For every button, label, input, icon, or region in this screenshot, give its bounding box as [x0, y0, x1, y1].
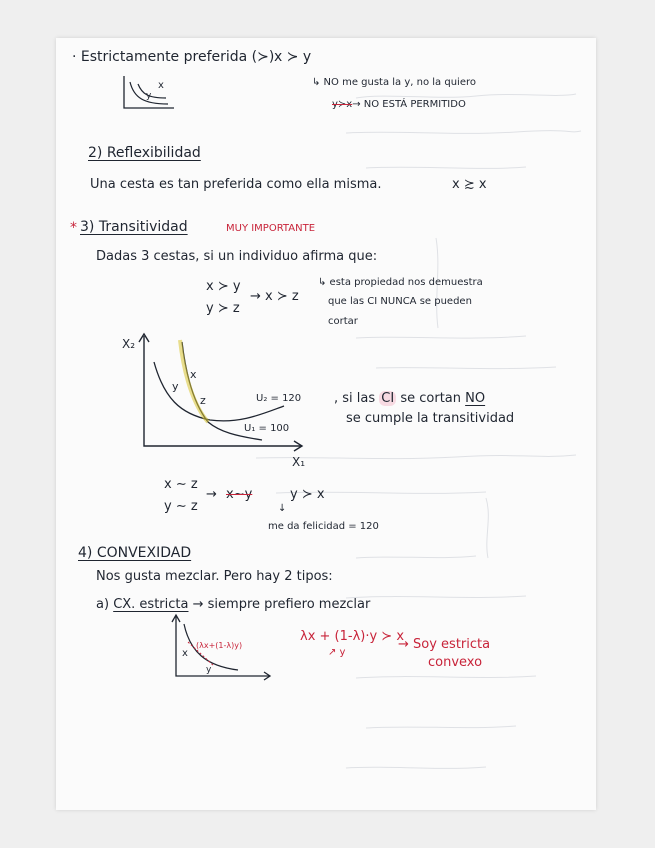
transitivity-intro: Dadas 3 cestas, si un individuo afirma que:: [96, 249, 378, 264]
strict-preference-note: ↳ NO me gusta la y, no la quiero: [312, 77, 476, 88]
convexity-point-x: x: [182, 648, 188, 659]
not-allowed-text: → NO ESTÁ PERMITIDO: [352, 99, 466, 110]
item-a-label: a): [96, 597, 110, 612]
reflexivity-heading: 2) Reflexibilidad: [88, 145, 201, 161]
point-x-label: x: [190, 368, 197, 381]
transitive-result: → x ≻ z: [250, 289, 299, 304]
strict-convexity-rest: → siempre prefiero mezclar: [192, 597, 371, 612]
premise-x-over-y: x ≻ y: [206, 279, 241, 294]
x-axis-label: X₁: [292, 455, 306, 469]
mix-formula-label: (λx+(1-λ)y): [196, 641, 243, 650]
not-allowed-note: [332, 100, 466, 110]
strict-preference-relation: x ≻ y: [274, 49, 312, 65]
convex-combination-inequality: λx + (1-λ)·y ≻ x: [300, 629, 405, 644]
struck-relation: y≻x: [332, 99, 353, 110]
convexity-point-y: y: [206, 665, 212, 675]
point-z-label: z: [200, 394, 206, 407]
transitivity-explanation-3: cortar: [328, 316, 358, 327]
curve-u2-label: U₂ = 120: [256, 393, 302, 404]
strict-convex-conclusion-2: convexo: [428, 655, 483, 670]
indifference-x-z: x ∼ z: [164, 477, 198, 492]
crossing-text-pre: , si las: [334, 391, 376, 406]
curve-u1-label: U₁ = 100: [244, 423, 290, 434]
point-y-label: y: [172, 380, 179, 393]
transitivity-heading: 3) Transitividad: [80, 219, 188, 235]
premise-y-over-z: y ≻ z: [206, 301, 240, 316]
crossing-statement-2: se cumple la transitividad: [346, 411, 515, 426]
no-emphasis: NO: [465, 391, 486, 406]
very-important-note: MUY IMPORTANTE: [226, 223, 316, 234]
important-star: *: [70, 220, 77, 236]
down-arrow: ↓: [278, 503, 287, 514]
transitivity-explanation-1: ↳ esta propiedad nos demuestra: [318, 277, 483, 288]
mini-label-y: y: [146, 91, 152, 101]
y-axis-label: X₂: [122, 337, 136, 351]
reflexivity-relation: x ≿ x: [452, 177, 487, 192]
happiness-note: me da felicidad = 120: [268, 521, 379, 532]
transitivity-explanation-2: que las CI NUNCA se pueden: [328, 296, 472, 307]
strict-convexity-line: [96, 598, 370, 611]
convexity-intro: Nos gusta mezclar. Pero hay 2 tipos:: [96, 569, 333, 584]
crossing-text-mid: se cortan: [400, 391, 461, 406]
convexity-heading: 4) CONVEXIDAD: [78, 545, 192, 561]
implies-arrow: →: [206, 487, 217, 502]
struck-indifference: x∼y: [226, 487, 253, 502]
convex-combination-y: ↗ y: [328, 647, 346, 658]
strict-preference-title: · Estrictamente preferida (≻): [72, 49, 275, 65]
resulting-preference: y ≻ x: [290, 487, 325, 502]
crossing-statement-1: [334, 392, 485, 405]
strict-convexity-term: CX. estricta: [113, 597, 189, 612]
reflexivity-body: Una cesta es tan preferida como ella misma.: [90, 177, 382, 192]
strict-convex-conclusion-1: → Soy estricta: [398, 637, 491, 652]
notebook-page: [56, 38, 596, 810]
convexity-sketch-graph: [166, 612, 276, 682]
mini-label-x: x: [158, 80, 164, 91]
mini-indifference-sketch: [118, 74, 178, 118]
indifference-y-z: y ∼ z: [164, 499, 198, 514]
ci-highlight: CI: [381, 391, 395, 406]
